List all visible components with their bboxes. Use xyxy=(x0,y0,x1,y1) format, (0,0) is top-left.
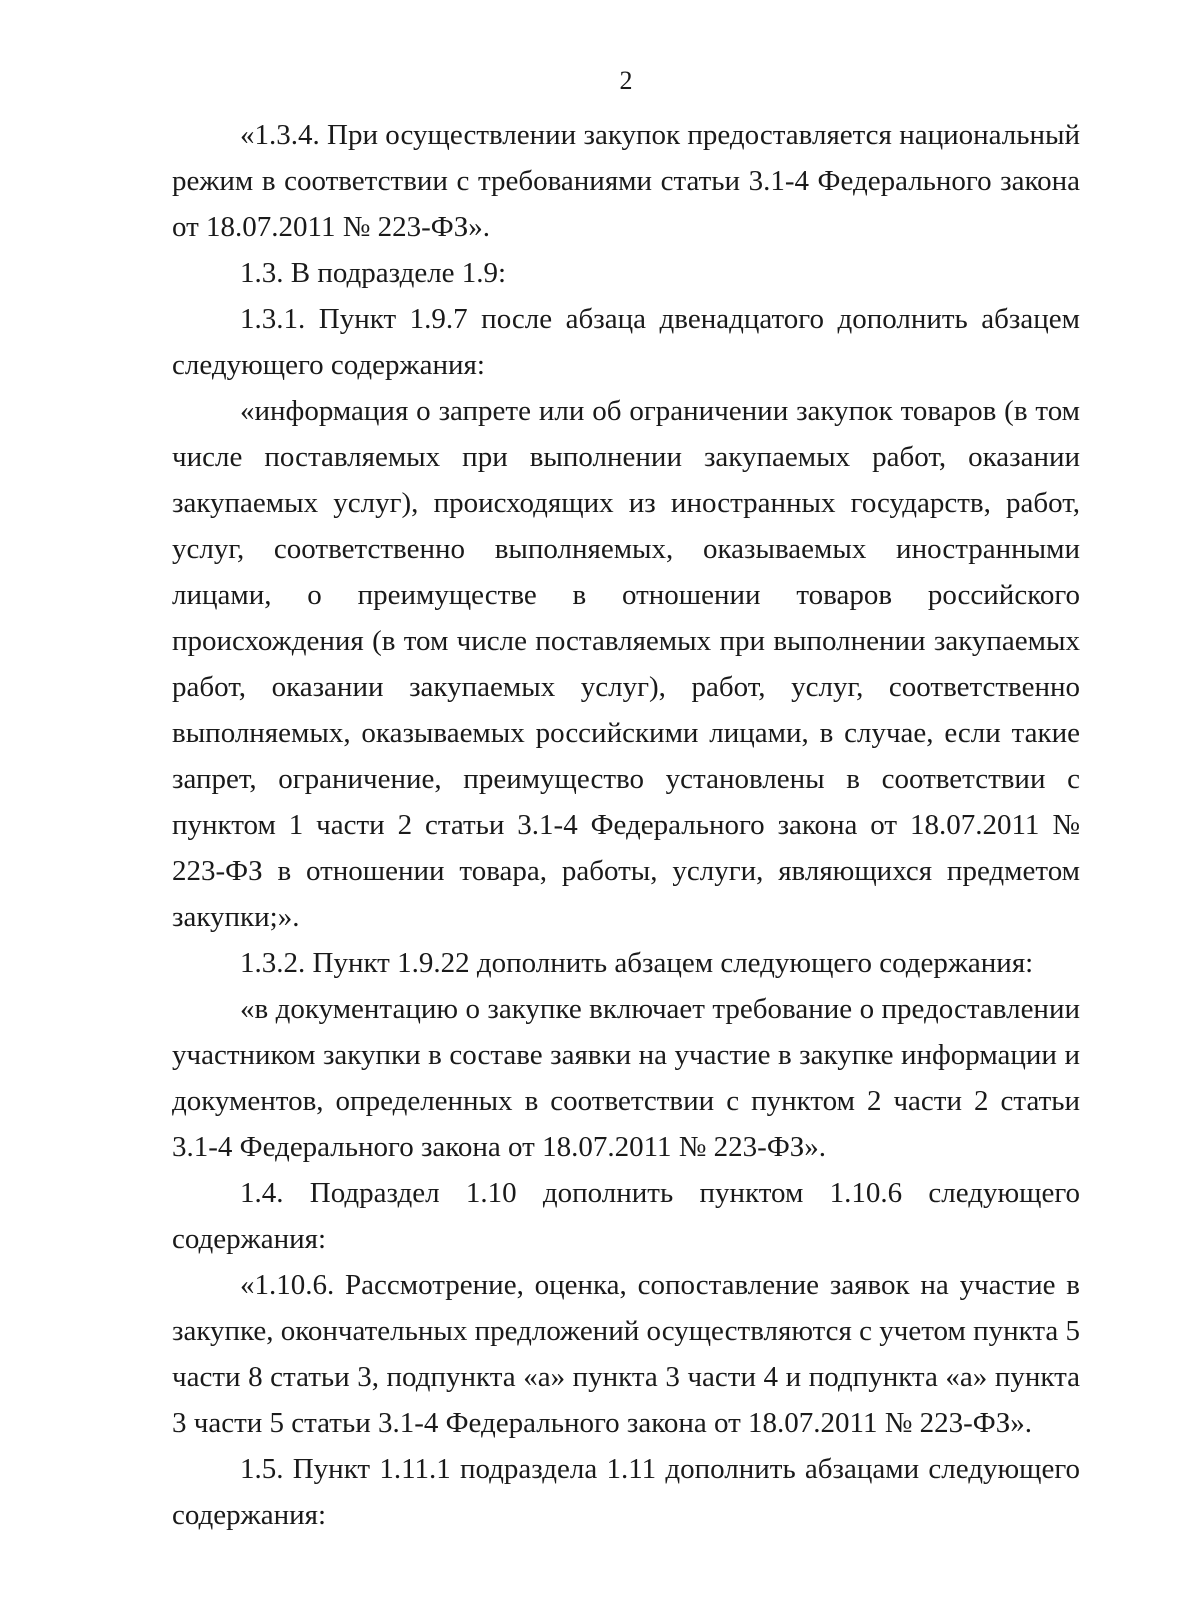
paragraph-1-3-1: 1.3.1. Пункт 1.9.7 после абзаца двенадцатого дополнить абзацем следующего содержания: xyxy=(172,303,1080,381)
paragraph-quote-information: «информация о запрете или об ограничении закупок товаров (в том числе поставляемых при выполнении закупаемых работ, оказании закупаемых услуг), происходящих из иностранных государств, работ, услуг, соответственно выполняемых, оказываемых иностранными лицами, о преимуществе в отношении товаров российского происхождения (в том числе поставляемых при выполнении закупаемых работ, оказании закупаемых услуг), работ, услуг, соответственно выполняемых, оказываемых российскими лицами, в случае, если такие запрет, ограничение, преимущество установлены в соответствии с пунктом 1 части 2 статьи 3.1-4 Федерального закона от 18.07.2011 № 223-ФЗ в отношении товара, работы, услуги, являющихся предметом закупки;». xyxy=(172,395,1080,933)
paragraph-1-3-2: 1.3.2. Пункт 1.9.22 дополнить абзацем следующего содержания: xyxy=(240,947,1034,979)
paragraph-1-10-6: «1.10.6. Рассмотрение, оценка, сопоставление заявок на участие в закупке, окончательных предложений осуществляются с учетом пункта 5 части 8 статьи 3, подпункта «а» пункта 3 части 4 и подпункта «а» пункта 3 части 5 статьи 3.1-4 Федерального закона от 18.07.2011 № 223-ФЗ». xyxy=(172,1269,1080,1439)
paragraph-1-3-heading: 1.3. В подразделе 1.9: xyxy=(240,257,507,289)
paragraph-quote-documentation: «в документацию о закупке включает требование о предоставлении участником закупки в составе заявки на участие в закупке информации и документов, определенных в соответствии с пунктом 2 части 2 статьи 3.1-4 Федерального закона от 18.07.2011 № 223-ФЗ». xyxy=(172,993,1080,1163)
paragraph-1-5: 1.5. Пункт 1.11.1 подраздела 1.11 дополнить абзацами следующего содержания: xyxy=(172,1453,1080,1531)
paragraph-1-4: 1.4. Подраздел 1.10 дополнить пунктом 1.10.6 следующего содержания: xyxy=(172,1177,1080,1255)
paragraph-1-3-4: «1.3.4. При осуществлении закупок предоставляется национальный режим в соответствии с требованиями статьи 3.1-4 Федерального закона от 18.07.2011 № 223-ФЗ». xyxy=(172,119,1080,243)
document-body xyxy=(172,112,1080,1538)
page-number: 2 xyxy=(619,66,633,95)
